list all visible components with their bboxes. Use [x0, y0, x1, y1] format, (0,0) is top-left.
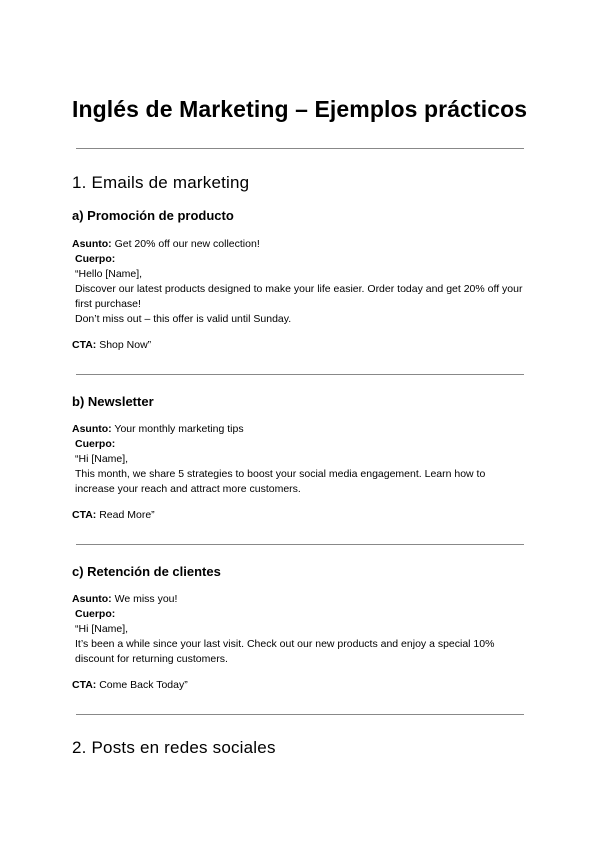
- body-text: It’s been a while since your last visit. Check out our new products and enjoy a special 10% discount for returning customers.: [75, 638, 495, 665]
- subject-text: Get 20% off our new collection!: [114, 238, 260, 250]
- cta-label: CTA:: [72, 339, 97, 351]
- cta-line: [72, 679, 188, 691]
- document-title: Inglés de Marketing – Ejemplos prácticos: [72, 96, 528, 122]
- cta-line: [72, 339, 151, 351]
- cta-label: CTA:: [72, 509, 97, 521]
- cta-text: Shop Now”: [99, 339, 152, 351]
- cta-line: [72, 509, 155, 521]
- body-label: Cuerpo:: [75, 253, 116, 265]
- greeting-text: “Hello [Name],: [75, 268, 143, 280]
- email-heading-retencion: c) Retención de clientes: [72, 564, 221, 579]
- cta-label: CTA:: [72, 679, 97, 691]
- greeting-text: “Hi [Name],: [75, 623, 129, 635]
- divider: [76, 374, 524, 375]
- subject-label: Asunto:: [72, 423, 112, 435]
- email-heading-promocion: a) Promoción de producto: [72, 208, 234, 223]
- body-label: Cuerpo:: [75, 438, 116, 450]
- body-label: Cuerpo:: [75, 608, 116, 620]
- greeting-text: “Hi [Name],: [75, 453, 129, 465]
- body-text: Discover our latest products designed to make your life easier. Order today and get 20% off your first purchase!: [75, 283, 523, 310]
- body-text: This month, we share 5 strategies to boost your social media engagement. Learn how to increase your reach and attract more customers.: [75, 468, 486, 495]
- subject-label: Asunto:: [72, 593, 112, 605]
- email-body-newsletter: [72, 422, 524, 497]
- section-heading-emails: 1. Emails de marketing: [72, 173, 250, 192]
- email-body-retencion: [72, 592, 524, 667]
- cta-text: Read More”: [99, 509, 155, 521]
- subject-text: We miss you!: [114, 593, 178, 605]
- subject-label: Asunto:: [72, 238, 112, 250]
- subject-line: [72, 592, 524, 607]
- divider: [76, 544, 524, 545]
- divider: [76, 148, 524, 149]
- closing-text: Don’t miss out – this offer is valid until Sunday.: [75, 313, 292, 325]
- subject-line: [72, 237, 524, 252]
- section-heading-social-posts: 2. Posts en redes sociales: [72, 738, 276, 757]
- subject-line: [72, 422, 524, 437]
- email-body-promocion: [72, 237, 524, 327]
- email-heading-newsletter: b) Newsletter: [72, 394, 154, 409]
- cta-text: Come Back Today”: [99, 679, 188, 691]
- divider: [76, 714, 524, 715]
- subject-text: Your monthly marketing tips: [114, 423, 244, 435]
